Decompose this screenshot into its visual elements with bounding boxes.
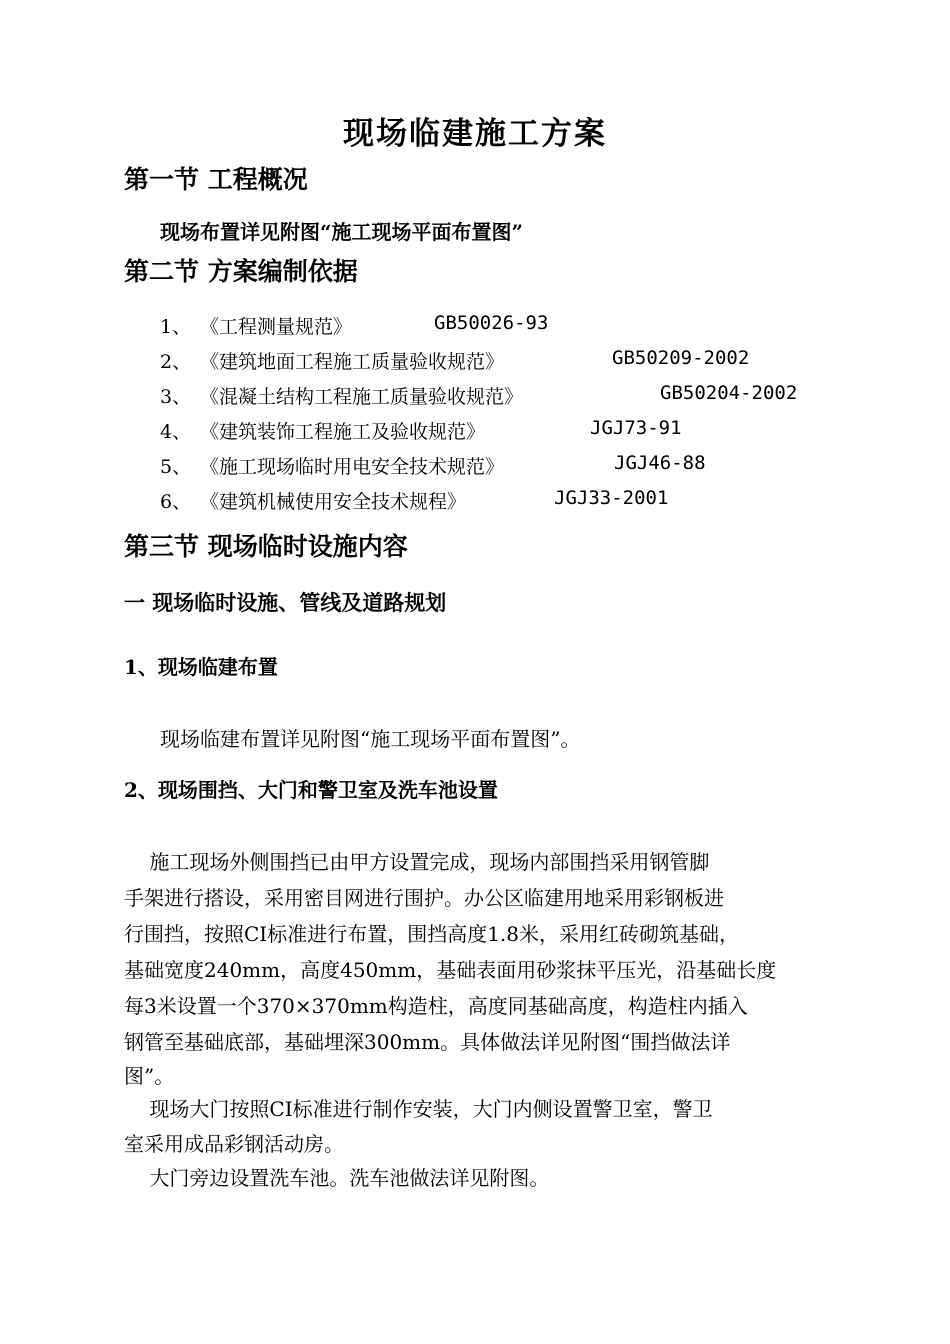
paragraph-line: 钢管至基础底部，基础埋深300mm。具体做法详见附图“围挡做法详 bbox=[124, 1030, 731, 1054]
item1-text: 现场临建布置详见附图“施工现场平面布置图”。 bbox=[160, 727, 581, 751]
item2-title: 2、现场围挡、大门和警卫室及洗车池设置 bbox=[124, 778, 498, 802]
paragraph-line: 行围挡，按照CI标准进行布置，围挡高度1.8米，采用红砖砌筑基础， bbox=[124, 922, 740, 946]
reference-code: JGJ33-2001 bbox=[554, 487, 669, 509]
reference-number: 4、 bbox=[160, 421, 192, 443]
paragraph-line: 现场大门按照CI标准进行制作安装，大门内侧设置警卫室，警卫 bbox=[124, 1097, 713, 1121]
reference-code: JGJ73-91 bbox=[590, 417, 682, 439]
section1-text: 现场布置详见附图“施工现场平面布置图” bbox=[160, 220, 524, 244]
reference-number: 1、 bbox=[160, 316, 192, 338]
section3-heading: 第三节 现场临时设施内容 bbox=[124, 532, 408, 561]
section2-heading: 第二节 方案编制依据 bbox=[124, 257, 358, 286]
reference-name: 《混凝土结构工程施工质量验收规范》 bbox=[200, 386, 524, 408]
paragraph-line: 图”。 bbox=[124, 1064, 175, 1088]
reference-number: 6、 bbox=[160, 491, 192, 513]
reference-name: 《施工现场临时用电安全技术规范》 bbox=[200, 456, 505, 478]
paragraph-line: 每3米设置一个370×370mm构造柱，高度同基础高度，构造柱内插入 bbox=[124, 994, 748, 1018]
paragraph-line: 施工现场外侧围挡已由甲方设置完成，现场内部围挡采用钢管脚 bbox=[124, 850, 710, 874]
reference-name: 《建筑地面工程施工质量验收规范》 bbox=[200, 351, 505, 373]
item1-title: 1、现场临建布置 bbox=[124, 655, 278, 679]
reference-number: 2、 bbox=[160, 351, 192, 373]
reference-code: GB50209-2002 bbox=[612, 347, 750, 369]
paragraph-line: 大门旁边设置洗车池。洗车池做法详见附图。 bbox=[124, 1166, 550, 1190]
section1-heading: 第一节 工程概况 bbox=[124, 165, 308, 194]
reference-name: 《工程测量规范》 bbox=[200, 316, 353, 338]
reference-code: GB50204-2002 bbox=[660, 382, 798, 404]
section3-subheading: 一 现场临时设施、管线及道路规划 bbox=[124, 590, 447, 615]
document-title: 现场临建施工方案 bbox=[343, 116, 607, 152]
paragraph-line: 基础宽度240mm，高度450mm，基础表面用砂浆抹平压光，沿基础长度 bbox=[124, 958, 777, 982]
paragraph-line: 手架进行搭设，采用密目网进行围护。办公区临建用地采用彩钢板进 bbox=[124, 886, 724, 910]
reference-name: 《建筑机械使用安全技术规程》 bbox=[200, 491, 467, 513]
reference-number: 5、 bbox=[160, 456, 192, 478]
reference-code: JGJ46-88 bbox=[614, 452, 706, 474]
reference-number: 3、 bbox=[160, 386, 192, 408]
paragraph-line: 室采用成品彩钢活动房。 bbox=[124, 1132, 344, 1156]
reference-code: GB50026-93 bbox=[434, 312, 549, 334]
reference-name: 《建筑装饰工程施工及验收规范》 bbox=[200, 421, 486, 443]
